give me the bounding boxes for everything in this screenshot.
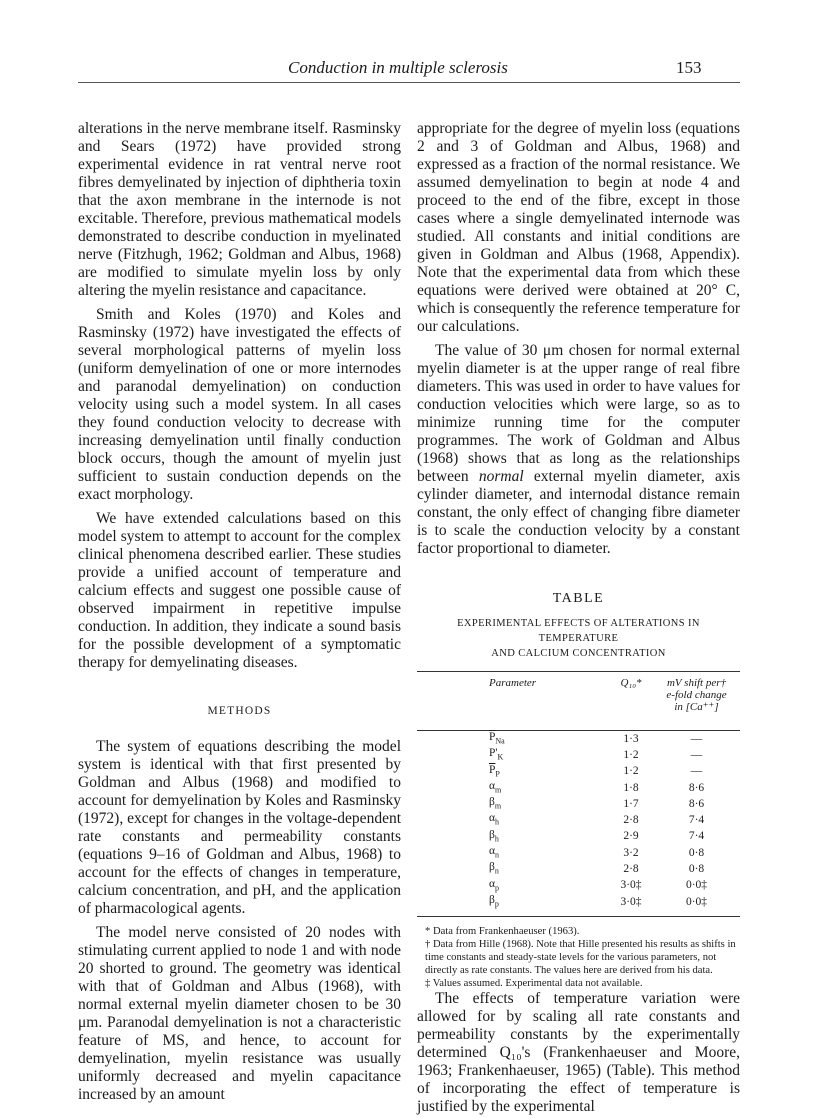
page-number: 153 <box>676 58 702 77</box>
cell-parameter: $\alpha_h$ <box>489 812 500 827</box>
cell-mv-shift: 0·0‡ <box>685 895 708 908</box>
table-row <box>417 829 740 845</box>
table-label: TABLE <box>552 591 605 606</box>
table-row <box>417 764 740 780</box>
cell-q10: 1·2 <box>623 748 639 761</box>
table-footnotes <box>425 925 740 990</box>
cell-parameter: $\alpha_n$ <box>489 845 500 860</box>
table-row <box>417 812 740 828</box>
data-table-block <box>417 590 740 990</box>
cell-parameter: $\overline{P}_{Na}$ <box>489 731 505 746</box>
cell-parameter: $\beta_p$ <box>489 893 499 909</box>
table-row <box>417 731 740 748</box>
right-column <box>417 120 740 1116</box>
data-table <box>417 672 740 910</box>
cell-q10: 1·7 <box>623 797 639 810</box>
paragraph-continued: alterations in the nerve membrane itself. Rasminsky and Sears (1972) have provided strong experimental evidence in rat ventral nerve root fibres demyelinated by injection of diphtheria toxin that the axon membrane in the internode is not excitable. Therefore, previous mathematical models demonstrated to describe conduction in myelinated nerve (Fitzhugh, 1962; Goldman and Albus, 1968) are modified to simulate myelin loss by only altering the myelin resistance and capacitance. <box>78 120 401 299</box>
table-row <box>417 780 740 796</box>
table-row <box>417 894 740 910</box>
cell-parameter: $\alpha_m$ <box>489 779 502 795</box>
table-row <box>417 861 740 877</box>
paragraph-system-of-equations: The system of equations describing the model system is identical with that first presented by Goldman and Albus (1968) and modified to account for demyelination by Koles and Rasminsky (1972), except for changes in the voltage-dependent rate constants and permeability constants (equations 9–16 of Goldman and Albus, 1968) to account for the effects of changes in temperature, calcium concentration, and pH, and the application of pharmacological agents. <box>78 738 401 917</box>
cell-mv-shift: 0·8 <box>688 863 705 876</box>
left-column <box>78 120 401 1104</box>
cell-q10: 3·2 <box>623 846 639 859</box>
table-body <box>417 731 740 911</box>
cell-mv-shift: 7·4 <box>688 814 705 827</box>
header-q10: Q₁₀* <box>620 677 642 689</box>
cell-q10: 3·0‡ <box>620 895 642 908</box>
cell-q10: 2·8 <box>623 863 639 876</box>
footnote-3: ‡ Values assumed. Experimental data not available. <box>425 978 643 990</box>
cell-mv-shift: — <box>690 748 703 761</box>
cell-parameter: $\beta_n$ <box>489 861 499 876</box>
methods-heading: METHODS <box>207 705 272 717</box>
table-row <box>417 747 740 763</box>
paragraph-morphology: Smith and Koles (1970) and Koles and Rasminsky (1972) have investigated the effects of several morphological patterns of myelin loss (uniform demyelination of one or more internodes and paranodal demyelination) on conduction velocity using such a model system. In all cases they found conduction velocity to decrease with increasing demyelination until finally conduction block occurs, though the amount of myelin just sufficient to sustain conduction depends on the exact morphology. <box>78 306 401 503</box>
table-row <box>417 845 740 861</box>
cell-parameter: $\overline{P}_P$ <box>489 763 500 778</box>
header-mv-shift: mV shift per† e-fold change in [Ca⁺⁺] <box>666 677 727 713</box>
running-head <box>0 58 816 84</box>
cell-mv-shift: — <box>690 732 703 745</box>
paragraph-extended-calculations: We have extended calculations based on this model system to attempt to account for the complex clinical phenomena described earlier. These studies provide a unified account of temperature and calcium effects and suggest one possible cause of observed impairment in repetitive impulse conduction. In addition, they indicate a sound basis for the possible development of a symptomatic therapy for demyelinating diseases. <box>78 510 401 671</box>
cell-mv-shift: 0·0‡ <box>685 879 708 892</box>
cell-mv-shift: — <box>690 765 703 778</box>
cell-q10: 3·0‡ <box>620 879 642 892</box>
cell-q10: 1·3 <box>623 732 639 745</box>
cell-q10: 1·8 <box>623 781 639 794</box>
table-row <box>417 796 740 812</box>
header-rule <box>78 82 740 83</box>
table-bottom-rule <box>417 916 740 917</box>
cell-mv-shift: 8·6 <box>688 797 705 810</box>
footnote-1: * Data from Frankenhaeuser (1963). <box>425 926 580 938</box>
table-row <box>417 878 740 894</box>
cell-parameter: $\beta_h$ <box>489 828 499 844</box>
table-caption: EXPERIMENTAL EFFECTS OF ALTERATIONS IN TEMPERATURE AND CALCIUM CONCENTRATION <box>457 618 700 659</box>
cell-parameter: $P'_K$ <box>489 747 504 762</box>
cell-q10: 1·2 <box>623 765 639 778</box>
paragraph-model-nerve: The model nerve consisted of 20 nodes with stimulating current applied to node 1 and with node 20 shorted to ground. The geometry was identical with that of Goldman and Albus (1968), with normal external myelin diameter chosen to be 30 μm. Paranodal demyelination is not a characteristic feature of MS, and hence, to account for demyelination, myelin resistance was usually uniformly decreased and myelin capacitance increased by an amount <box>78 924 401 1103</box>
paragraph-fibre-diameter: The value of 30 μm chosen for normal external myelin diameter is at the upper range of real fibre diameters. This was used in order to have values for conduction velocities which were large, so as to minimize running time for the computer programmes. The work of Goldman and Albus (1968) shows that as long as the relationships between normal external myelin diameter, axis cylinder diameter, and internodal distance remain constant, the only effect of changing fibre diameter is to scale the conduction velocity by a constant factor proportional to diameter. <box>417 342 741 557</box>
emphasis-normal: normal <box>478 468 524 485</box>
running-title: Conduction in multiple sclerosis <box>288 58 508 77</box>
cell-mv-shift: 7·4 <box>688 830 705 843</box>
cell-q10: 2·9 <box>623 830 639 843</box>
footnote-2: † Data from Hille (1968). Note that Hille presented his results as shifts in time constants and steady-state levels for the various parameters, not directly as rate constants. The values here are derived from his data. <box>425 939 736 977</box>
cell-mv-shift: 8·6 <box>688 781 705 794</box>
cell-parameter: $\alpha_p$ <box>489 877 500 892</box>
cell-q10: 2·8 <box>623 814 639 827</box>
cell-parameter: $\beta_m$ <box>489 796 502 811</box>
paragraph-temperature-effects: The effects of temperature variation were allowed for by scaling all rate constants and permeability constants by the experimentally determined Q₁₀'s (Frankenhaeuser and Moore, 1963; Frankenhaeuser, 1965) (Table). This method of incorporating the effect of temperature is justified by the experimental <box>417 990 740 1116</box>
cell-mv-shift: 0·8 <box>688 846 705 859</box>
paragraph-myelin-loss: appropriate for the degree of myelin loss (equations 2 and 3 of Goldman and Albus, 1968) and expressed as a fraction of the normal resistance. We assumed demyelination to begin at node 4 and proceed to the end of the fibre, except in those cases where a single demyelinated internode was studied. All constants and initial conditions are given in Goldman and Albus (1968, Appendix). Note that the experimental data from which these equations were derived were obtained at 20° C, which is consequently the reference temperature for our calculations. <box>417 120 740 335</box>
header-parameter: Parameter <box>489 677 537 689</box>
